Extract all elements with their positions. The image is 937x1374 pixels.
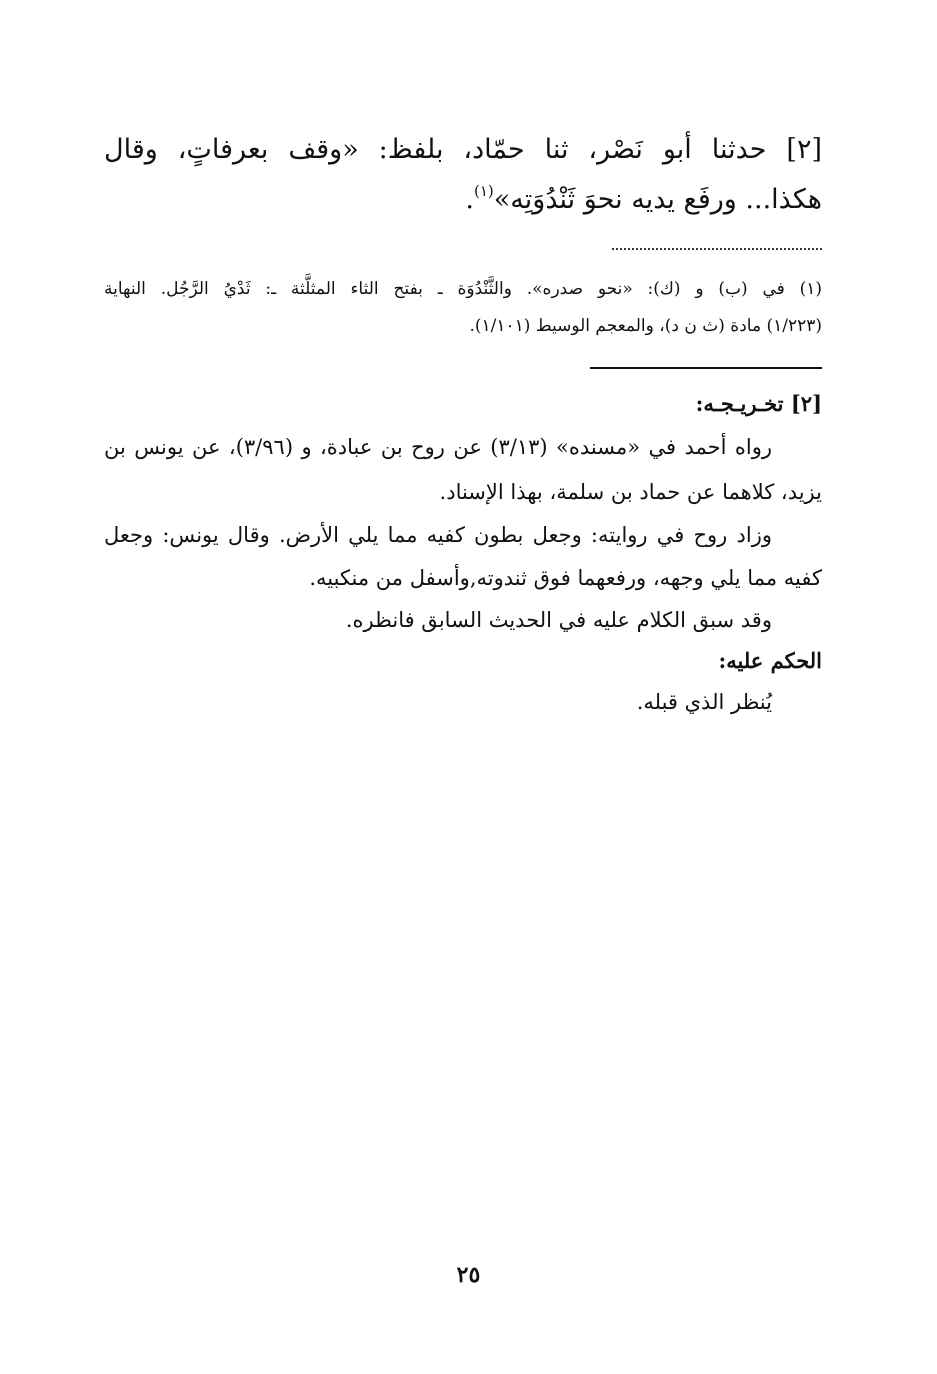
takhrij-line-5: وقد سبق الكلام عليه في الحديث السابق فانظره. [345, 608, 772, 632]
page-number: ٢٥ [456, 1262, 481, 1288]
footnote-line-2: (١/٢٢٣) مادة (ث ن د)، والمعجم الوسيط (١/١٠١). [469, 316, 822, 336]
footnote-reference: (١) [474, 182, 494, 200]
footnote-line-1: (١) في (ب) و (ك): «نحو صدره». والثَّنْدُوَة ـ بفتح الثاء المثلَّثة ـ: ثَدْيُ الرَّجُل. النهاية [104, 279, 822, 299]
hukm-line-1: يُنظر الذي قبله. [636, 690, 772, 714]
takhrij-line-1: رواه أحمد في «مسنده» (٣/١٣) عن روح بن عبادة، و (٣/٩٦)، عن يونس بن [104, 435, 772, 459]
hadith-text-line-2-end: . [465, 184, 474, 215]
section-separator [590, 367, 822, 369]
hukm-heading: الحكم عليه: [718, 648, 822, 673]
takhrij-heading: [٢] تخـريـجـه: [695, 391, 822, 416]
hadith-text-line-2-body: هكذا... ورفَع يديه نحوَ ثَنْدُوَتِه» [493, 184, 822, 215]
takhrij-line-3: وزاد روح في روايته: وجعل بطون كفيه مما يلي الأرض. وقال يونس: وجعل [104, 523, 772, 547]
dotted-separator [612, 248, 822, 250]
hadith-text-line-2 [104, 182, 822, 215]
hadith-text-line-1: [٢] حدثنا أبو نَصْر، ثنا حمّاد، بلفظ: «وقف بعرفاتٍ، وقال [104, 134, 822, 165]
takhrij-line-4: كفيه مما يلي وجهه، ورفعهما فوق ثندوته,وأسفل من منكبيه. [309, 566, 822, 590]
takhrij-line-2: يزيد، كلاهما عن حماد بن سلمة، بهذا الإسناد. [439, 480, 822, 504]
